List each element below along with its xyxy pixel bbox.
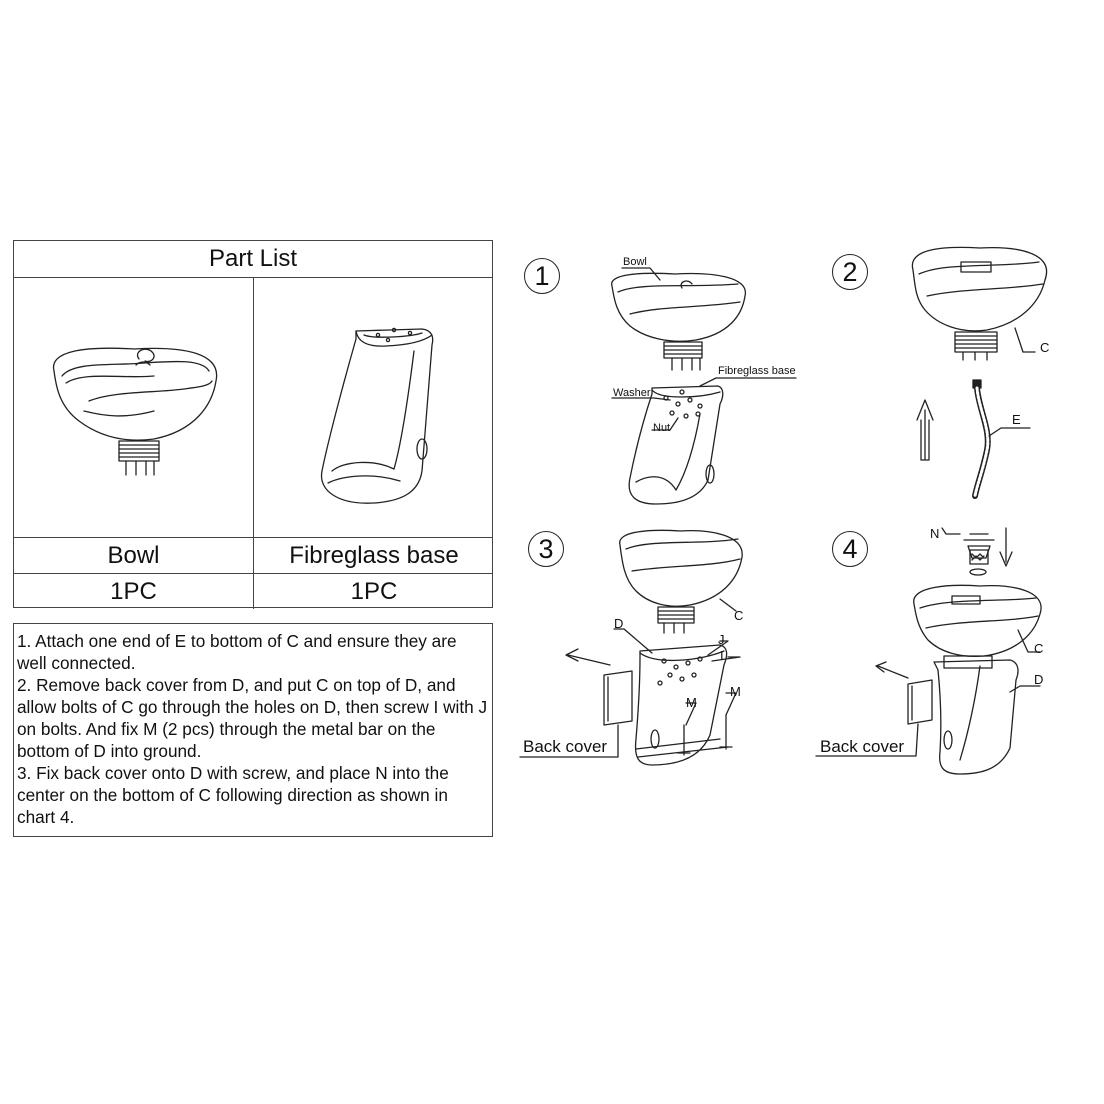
fibreglass-base-illustration [314,321,454,511]
label-fibreglass-base: Fibreglass base [718,365,796,377]
label-c: C [734,608,744,623]
label-n: N [930,526,940,541]
label-c: C [1040,340,1050,355]
step-2-number: 2 [832,254,868,290]
label-washer: Washer [613,387,651,399]
part-list-title: Part List [14,241,492,278]
row-divider [14,537,492,538]
step-2-diagram [905,240,1055,510]
label-i: I [720,648,724,663]
label-back-cover: Back cover [820,737,905,756]
step-4-number: 4 [832,531,868,567]
step-3-number: 3 [528,531,564,567]
label-e: E [1012,412,1021,427]
instructions-box [13,623,493,837]
part-qty-bowl: 1PC [110,578,157,605]
instruction-1: 1. Attach one end of E to bottom of C and ensure they are well connected. [17,631,457,673]
instruction-2: 2. Remove back cover from D, and put C on top of D, and allow bolts of C go through the holes on D, then screw I with J on bolts. And fix M (2 pcs) through the metal bar on the bottom of D into ground. [17,675,488,761]
label-c: C [1034,641,1044,656]
label-j: J [718,632,725,647]
label-nut: Nut [653,422,671,434]
step-1-number: 1 [524,258,560,294]
instruction-3: 3. Fix back cover onto D with screw, and place N into the center on the bottom of C following direction as shown in chart 4. [17,763,449,827]
label-d: D [614,616,624,631]
part-qty-base: 1PC [350,578,398,605]
label-back-cover: Back cover [523,737,608,756]
part-list-table [13,240,493,608]
label-d: D [1034,672,1044,687]
label-bowl: Bowl [623,256,647,268]
label-m: M [686,695,697,710]
bowl-illustration [44,341,224,491]
part-name-base: Fibreglass base [289,542,459,569]
label-m: M [730,684,741,699]
part-name-bowl: Bowl [107,542,160,569]
row-divider [14,573,492,574]
